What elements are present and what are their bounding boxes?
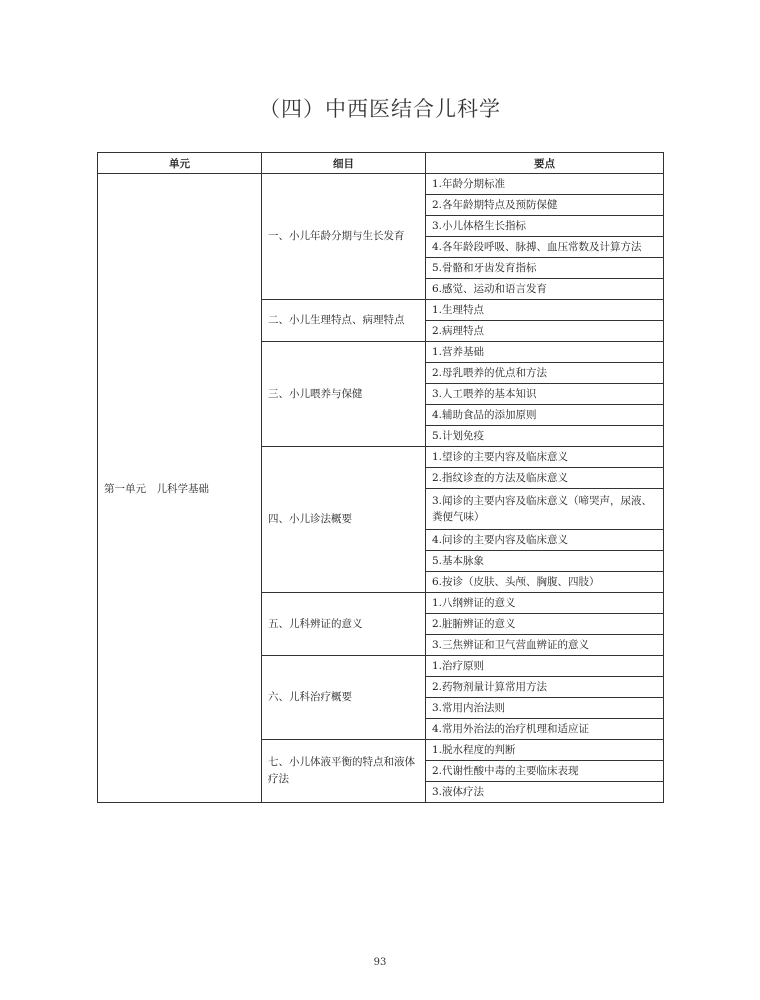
point-cell: 3.液体疗法 [426,782,664,803]
point-cell: 4.各年龄段呼吸、脉搏、血压常数及计算方法 [426,237,664,258]
point-cell: 3.闻诊的主要内容及临床意义（啼哭声，尿液、粪便气味） [426,489,664,530]
point-cell: 1.八纲辨证的意义 [426,593,664,614]
point-cell: 1.生理特点 [426,300,664,321]
point-cell: 1.年龄分期标准 [426,174,664,195]
point-cell: 2.母乳喂养的优点和方法 [426,363,664,384]
point-cell: 2.各年龄期特点及预防保健 [426,195,664,216]
point-cell: 2.药物剂量计算常用方法 [426,677,664,698]
item-cell: 三、小儿喂养与保健 [262,342,426,447]
unit-cell: 第一单元 儿科学基础 [98,174,262,803]
item-cell: 五、儿科辨证的意义 [262,593,426,656]
point-cell: 2.指纹诊查的方法及临床意义 [426,468,664,489]
point-cell: 6.感觉、运动和语言发育 [426,279,664,300]
point-cell: 3.常用内治法则 [426,698,664,719]
header-item: 细目 [262,153,426,174]
item-cell: 七、小儿体液平衡的特点和液体疗法 [262,740,426,803]
point-cell: 5.骨骼和牙齿发育指标 [426,258,664,279]
page-number: 93 [373,957,387,968]
point-cell: 2.病理特点 [426,321,664,342]
point-cell: 1.治疗原则 [426,656,664,677]
syllabus-table [97,152,664,803]
point-cell: 4.辅助食品的添加原则 [426,405,664,426]
point-cell: 1.营养基础 [426,342,664,363]
point-cell: 4.常用外治法的治疗机理和适应证 [426,719,664,740]
point-cell: 2.代谢性酸中毒的主要临床表现 [426,761,664,782]
item-cell: 一、小儿年龄分期与生长发育 [262,174,426,300]
point-cell: 2.脏腑辨证的意义 [426,614,664,635]
point-cell: 3.三焦辨证和卫气营血辨证的意义 [426,635,664,656]
header-unit: 单元 [98,153,262,174]
item-cell: 四、小儿诊法概要 [262,447,426,593]
point-cell: 5.基本脉象 [426,551,664,572]
table-row [98,174,664,195]
header-point: 要点 [426,153,664,174]
point-cell: 3.人工喂养的基本知识 [426,384,664,405]
page-title: （四）中西医结合儿科学 [259,97,501,121]
table-body [98,174,664,803]
point-cell: 4.问诊的主要内容及临床意义 [426,530,664,551]
point-cell: 1.脱水程度的判断 [426,740,664,761]
point-cell: 5.计划免疫 [426,426,664,447]
table-header-row [98,153,664,174]
point-cell: 6.按诊（皮肤、头颅、胸腹、四肢） [426,572,664,593]
point-cell: 3.小儿体格生长指标 [426,216,664,237]
item-cell: 六、儿科治疗概要 [262,656,426,740]
point-cell: 1.望诊的主要内容及临床意义 [426,447,664,468]
item-cell: 二、小儿生理特点、病理特点 [262,300,426,342]
